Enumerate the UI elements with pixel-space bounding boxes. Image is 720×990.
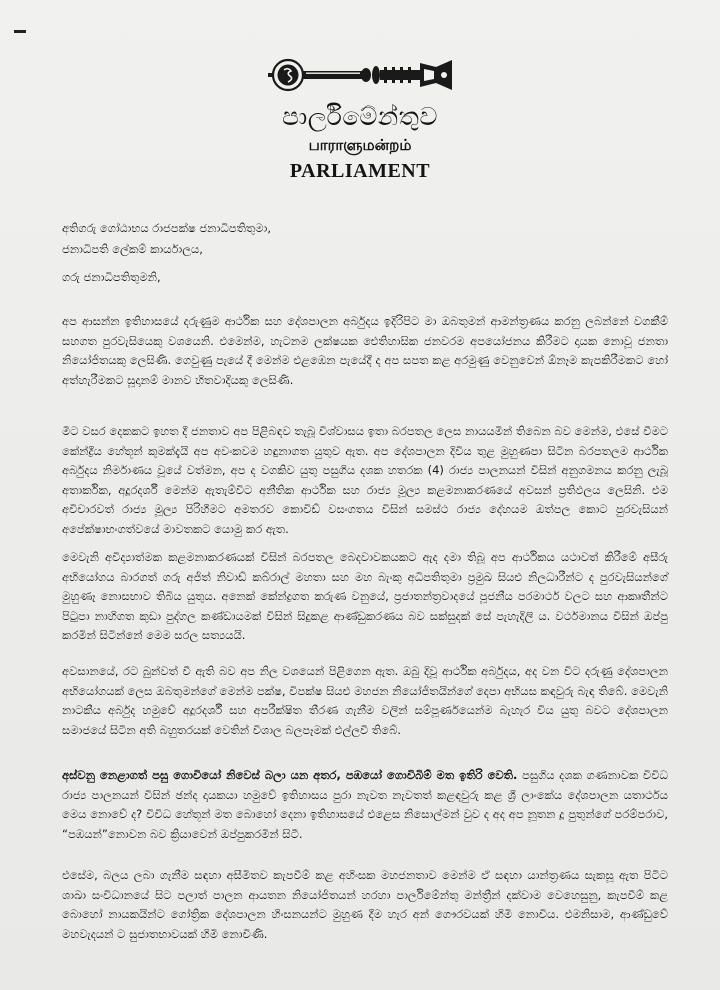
- paragraph-1: අප ආසන්න ඉතිහාසයේ දරුණුම ආර්ථික සහ දේශපාලන අර්බුදය ඉදිරිපිට මා ඔබතුමන් ආමන්ත්‍රණය කරනු ලබන්නේ වගකීම් සහගත පුරවැසියෙකු වශයෙනි. එමෙන්ම, හැටනම ලක්ෂයක ඓතිහාසික ජනවරම අපයෝජනය කිරීමට දායක නොවූ ජනතා නියෝජිතයකු ලෙසිණි. ගෙවුණු පැයේ දී මෙන්ම එළඹෙන පැයේදී ද අප සපත කළ අරමුණු වෙනුවෙන් ඕනෑම කැපකිරීමකට හෝ අත්හැරීමකට සූදානම් මානව හිතවාදියකු ලෙසිණි.: [62, 314, 668, 387]
- recipient-line-2: ජනාධිපති ලේකම් කාර්යාලය,: [62, 242, 203, 256]
- letterhead-title-sinhala: පාර්ලිමේන්තුව: [282, 102, 438, 131]
- paragraph-5-rest: පසුගිය දශක ගණනාවක විවිධ රාජ්‍ය පාලනයන් විසින් ඡන්ද දායකයා හමුවේ ඉතිහාසය පුරා නැවත නැවතත් කළඳවුරු කළ ශ්‍රී ලාංකේය දේශපාලන යතාර්ථය මෙය නොවේ ද? විවිධ හේතූන් මත බොහෝ දෙනා ඉතිහාසයේ එළෙස නිසොල්මන් වුව ද අද අප නූතන දූ පුතුන්ගේ පරම්පරාව, “පඹයන්”නොවන බව ක්‍රියාවෙන් ඔප්පුකරමින් සිටී.: [62, 768, 668, 841]
- recipient-address: [62, 218, 668, 260]
- paragraph-2: මීට වසර දෙකකට ඉහත දී ජනතාව අප පිළිබඳව තැබූ විශ්වාසය ඉතා බරපතල ලෙස නායයමින් තිබෙන බව මෙන්ම, එසේ වීමට කේන්ද්‍රීය හේතූන් කුමක්දැයි අප අවංකවම හඳුනාගත යුතුව ඇත. අප දේශපාලන දිවිය තුළ මුහුණපා සිටින බරපතලම ආර්ථික අර්බුදය නිර්මාණය වූයේ වත්මන, අප ද වගකිව යුතු පසුගිය දශක හතරක (4) රාජ්‍ය පාලනයන් විසින් අනුගමනය කරනු ලැබූ අතාර්කික, අදූරදර්ශී මෙන්ම ඇතැම්විට අනීතික ආර්ථික සහ රාජ්‍ය මූල්‍ය කළමනාකරණයේ අවසන් ප්‍රතිඵලය ලෙසිනි. එම අවිචාරවත් රාජ්‍ය මූල්‍ය පිරිහීමට අමතරව කොවිඩ් වසංගතය විසින් සමස්ථ රාජ්‍ය දේහයම ඔත්පල කොට පුරවැසියන් අපේක්ෂාභංගත්වයේ මාවතකට යොමු කර ඇත.: [62, 424, 668, 536]
- paragraph-5-lead: අස්වනු නෙළාගත් පසු ගොවියෝ නිවෙස් බලා යන අතර, පඹයෝ ගොවිබිම් මත ඉතිරි වෙති.: [62, 768, 518, 782]
- salutation: ගරු ජනාධිපතිතුමනි,: [62, 270, 161, 284]
- letterhead-title-tamil: பாராளுமன்றம்: [308, 136, 412, 154]
- paragraph-4: අවසානයේ, රට බුන්වත් වී ඇති බව අප නිල වශයෙන් පිළිගෙන ඇත. ඔබු දිවූ ආර්ථික අර්බුදය, අද වන විට දරුණු දේශපාලන අභියෝගයක් ලෙස ඔබතුමන්ගේ මෙන්ම පක්ෂ, විපක්ෂ සියළු මහජන නියෝජිතයින්ගේ දෙපා අභියස කඳවුරු බැඳ තිබේ. මෙවැනි නාටකීය අර්බුද හමුවේ අදූරදර්ශී සහ අපරීක්ෂිත තීරණ ගැනීම වලින් සම්පූර්ණයෙන්ම බැහැර විය යුතු බවට දේශපාලන සමාජයේ සිටින අති බහුතරයක් වෙතින් විශාල බලපෑමක් එල්ලවී තිබේ.: [62, 664, 668, 737]
- paragraph-3: මෙවැනි අවිද්‍යාත්මක කළමනාකරණයක් විසින් බරපතල බෙදවාවකයකට ඇද දමා තිබූ අප ආර්ථිකය යථාවත් කිරීමේ අසීරු අභියෝගය බාරගත් ගරු අජිත් නිවාඩ් කබ්රාල් මහතා සහ මහ බැංකු අධිපතිතුමා ප්‍රමුඛ සියළු නිලධාරීන්ට ද පුරවැසියන්ගේ මුහුණෑ නොසභාව තිබිය යුතුය. අනෙක් කේන්ද්‍රගත කරුණ වනුයේ, ප්‍රජාතන්ත්‍රවාදයේ පූජනීය පරමාර්ථ වලට සහ ආකෘතීන්ට පිටුපා නාහිගත කුඩා පුද්ගල කණ්ඩායමක් විසින් සිදුකළ ආණ්ඩුකරණය බව සක්සුදක් සේ පැහැදිලි ය. වර්ථමානය විසින් ඔප්පු කරමින් සිටින්නේ මෙම සරල සත්‍යයයි.: [62, 550, 668, 642]
- recipient-line-1: අතිගරු ගෝඨාභය රාජපක්ෂ ජනාධිපතිතුමා,: [62, 221, 271, 235]
- paragraph-5: [62, 766, 668, 844]
- paragraph-6: එසේම, බලය ලබා ගැනීම සඳහා අසීමිතව කැපවීම් කළ අහිංසක මහජනතාව මෙන්ම ඒ සඳහා යාන්ත්‍රණය සැකසූ ඇත පිටිට ශාඛා සංවිධානයේ සිට පලාත් පාලන ආයතන නියෝජිතයන් හරහා පාර්ලිමේන්තු මන්ත්‍රීන් දක්වාම වෙහෙසුනු, කැපවීම් කළ බොහෝ නායකයින්ට ගෝත්‍රික දේශපාලන හිංසනයන්ට මුහුණ දීම හැර අන් ගෞරවයක් හිමි නොවිය. එමනිසාම, ආණ්ඩුවේ මහවැදයන් ට සුජාතභාවයක් හිමි නොවිණි.: [62, 868, 669, 941]
- scan-mark: [14, 30, 26, 33]
- letterhead-title-english: PARLIAMENT: [289, 160, 431, 182]
- ceremonial-mace-icon: [266, 54, 456, 96]
